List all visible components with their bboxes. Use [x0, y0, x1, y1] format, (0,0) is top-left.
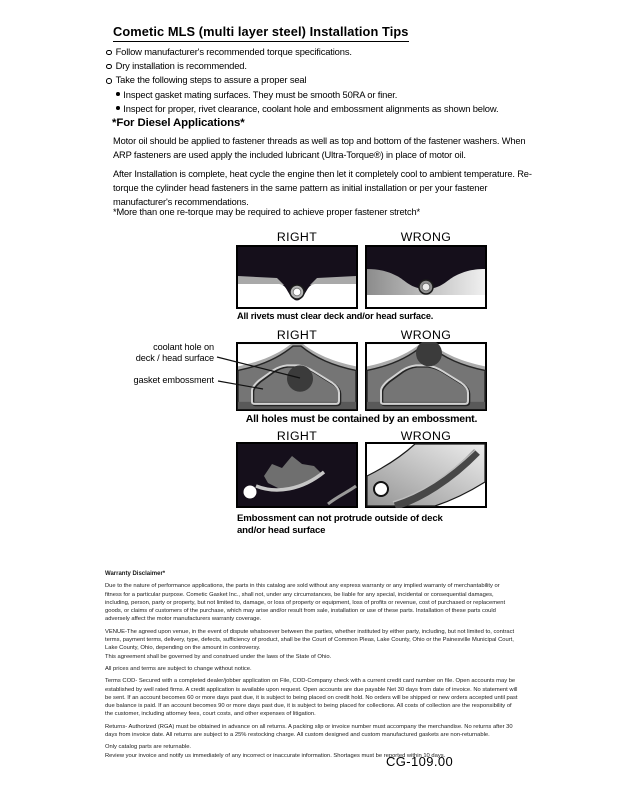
- row2-right-label: RIGHT: [276, 328, 318, 342]
- legal-paragraph: Returns- Authorized (RGA) must be obtained in advance on all returns. A packing slip or invoice number must accompany the merchandise. No returns after 30 days from invoice date. All returns are subject to a 25% restocking charge. All custom designed and custom manufactured gaskets are non-returnable.: [105, 723, 513, 739]
- legal-paragraph: Terms COD- Secured with a completed dealer/jobber application on File, COD-Company check with a current credit card number on file. Open accounts may be established by well rated firms. A credit application is available upon request. Open accounts are due payable Net 30 days from date of invoice. No statement will be sent. If an account becomes 60 or more days past due, it is subject to being placed on credit hold. No orders will be shipped or new orders accepted until past due balance is paid. If an account becomes 90 or more days past due, it is subject to being placed for collections. All costs of collection are the responsibility of the customer, including attorney fees, court costs, and other expenses of litigation.: [105, 678, 518, 718]
- embossment-protrusion-right-diagram: [236, 442, 358, 508]
- embossment-containment-wrong-diagram: [365, 342, 487, 411]
- row2-wrong-label: WRONG: [400, 328, 452, 342]
- row3-right-label: RIGHT: [276, 429, 318, 443]
- row1-caption: All rivets must clear deck and/or head surface.: [237, 311, 434, 321]
- tip-text: Take the following steps to assure a proper seal: [115, 74, 307, 86]
- page-title: Cometic MLS (multi layer steel) Installation Tips: [113, 24, 409, 42]
- tip-text: Inspect for proper, rivet clearance, coolant hole and embossment alignments as shown below.: [123, 102, 499, 114]
- rivet-clearance-right-diagram: [236, 245, 358, 309]
- legal-paragraph: Review your invoice and notify us immediately of any incorrect or inaccurate information. Shortages must be reported within 10 days.: [105, 752, 446, 759]
- filled-bullet-icon: [116, 92, 120, 96]
- open-bullet-icon: [106, 50, 112, 56]
- list-item: [106, 45, 498, 59]
- open-bullet-icon: [106, 64, 112, 70]
- open-bullet-icon: [106, 78, 112, 84]
- coolant-hole-label: coolant hole on deck / head surface: [135, 342, 214, 363]
- retorque-note: *More than one re-torque may be required to achieve proper fastener stretch*: [113, 207, 420, 217]
- warranty-disclaimer-section: [105, 570, 518, 760]
- page-code: CG-109.00: [386, 754, 454, 769]
- gasket-embossment-label: gasket embossment: [133, 375, 214, 385]
- filled-bullet-icon: [116, 106, 120, 110]
- row2-caption: All holes must be contained by an embossment.: [245, 413, 478, 425]
- legal-paragraph: All prices and terms are subject to change without notice.: [105, 665, 252, 672]
- row1-right-label: RIGHT: [276, 230, 318, 244]
- row3-caption: Embossment can not protrude outside of deck and/or head surface: [237, 513, 443, 536]
- tip-text: Follow manufacturer's recommended torque specifications.: [115, 46, 352, 57]
- legal-paragraph: VENUE-The agreed upon venue, in the event of dispute whatsoever between the parties, whether instituted by either party, including, but not limited to, contract terms, payment terms, delivery, type, defects, sufficiency of product, shall be the Court of Common Pleas, Lake County, Ohio or the Painesville Municipal Court, Lake County, Ohio, depending on the amount in controversy.: [105, 628, 515, 652]
- diesel-applications-heading: *For Diesel Applications*: [112, 117, 245, 129]
- list-item: [106, 59, 498, 73]
- legal-paragraph: Due to the nature of performance applications, the parts in this catalog are sold without any express warranty or any implied warranty of merchantability or fitness for a particular purpose. Cometic Gasket Inc., shall not, under any circumstances, be liable for any special, incidental or consequential damages, including, person, party or property, but not limited to, damage, or loss of property or equipment, loss of profits or revenue, cost of purchased or replacement goods, or claims of customers of the purchase, which may arise and/or result from sale, installation or use of these parts. Installation of these parts could adversely affect the motor manufacturers warranty coverage.: [105, 583, 506, 623]
- tip-text: Dry installation is recommended.: [115, 60, 247, 72]
- list-item: [106, 88, 498, 102]
- warranty-disclaimer-heading: Warranty Disclaimer*: [105, 571, 166, 577]
- row3-wrong-label: WRONG: [400, 429, 452, 443]
- tip-text: Inspect gasket mating surfaces. They must be smooth 50RA or finer.: [123, 88, 398, 100]
- tips-list: [106, 45, 498, 116]
- list-item: [106, 102, 498, 116]
- row1-wrong-label: WRONG: [400, 230, 452, 244]
- paragraph-motor-oil: Motor oil should be applied to fastener threads as well as top and bottom of the fastener washers. When ARP fasteners are used apply the included lubricant (Ultra-Torque®) in place of motor oil.: [113, 136, 526, 161]
- legal-paragraph: This agreement shall be governed by and construed under the laws of the State of Ohio.: [105, 653, 332, 660]
- embossment-containment-right-diagram: [236, 342, 358, 411]
- embossment-protrusion-wrong-diagram: [365, 442, 487, 508]
- list-item: [106, 73, 498, 87]
- paragraph-heat-cycle: After Installation is complete, heat cycle the engine then let it completely cool to ambient temperature. Re-torque the cylinder head fasteners in the same pattern as initial installation or per your fastener manufacturer's recommendations.: [113, 169, 532, 208]
- legal-paragraph: Only catalog parts are returnable.: [105, 744, 192, 751]
- rivet-clearance-wrong-diagram: [365, 245, 487, 309]
